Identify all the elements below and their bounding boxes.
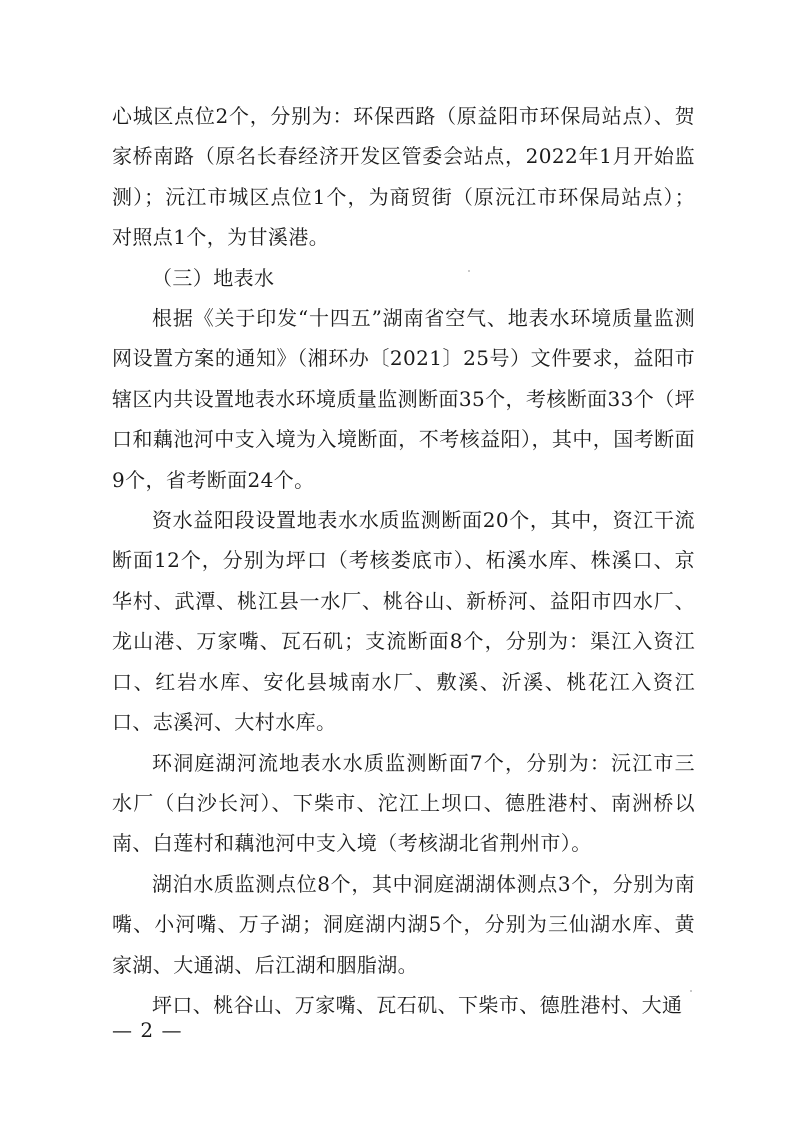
scan-speck <box>468 270 470 272</box>
scan-speck <box>690 990 692 992</box>
section-heading-surface-water: （三）地表水 <box>152 265 275 290</box>
body-text <box>112 96 695 1025</box>
paragraph-continued: 坪口、桃谷山、万家嘴、瓦石矶、下柴市、德胜港村、大通 <box>152 992 683 1017</box>
page-number: — 2 — <box>112 1018 183 1042</box>
paragraph-lake-points: 湖泊水质监测点位8个，其中洞庭湖湖体测点3个，分别为南嘴、小河嘴、万子湖；洞庭湖内湖5个，分别为三仙湖水库、黄家湖、大通湖、后江湖和胭脂湖。 <box>112 871 695 977</box>
paragraph-continuation: 心城区点位2个，分别为：环保西路（原益阳市环保局站点）、贺家桥南路（原名长春经济开发区管委会站点，2022年1月开始监测）；沅江市城区点位1个，为商贸街（原沅江市环保局站点）；对照点1个，为甘溪港。 <box>112 104 695 250</box>
paragraph-dongting-rivers: 环洞庭湖河流地表水水质监测断面7个，分别为：沅江市三水厂（白沙长河）、下柴市、沱江上坝口、德胜港村、南洲桥以南、白莲村和藕池河中支入境（考核湖北省荆州市）。 <box>112 750 695 856</box>
paragraph-zishui-sections: 资水益阳段设置地表水水质监测断面20个，其中，资江干流断面12个，分别为坪口（考核娄底市）、柘溪水库、株溪口、京华村、武潭、桃江县一水厂、桃谷山、新桥河、益阳市四水厂、龙山港、万家嘴、瓦石矶；支流断面8个，分别为：渠江入资江口、红岩水库、安化县城南水厂、敷溪、沂溪、桃花江入资江口、志溪河、大村水库。 <box>112 508 695 735</box>
paragraph-monitoring-overview: 根据《关于印发“十四五”湖南省空气、地表水环境质量监测网设置方案的通知》（湘环办〔2021〕25号）文件要求，益阳市辖区内共设置地表水环境质量监测断面35个，考核断面33个（坪口和藕池河中支入境为入境断面，不考核益阳），其中，国考断面9个，省考断面24个。 <box>112 306 695 492</box>
